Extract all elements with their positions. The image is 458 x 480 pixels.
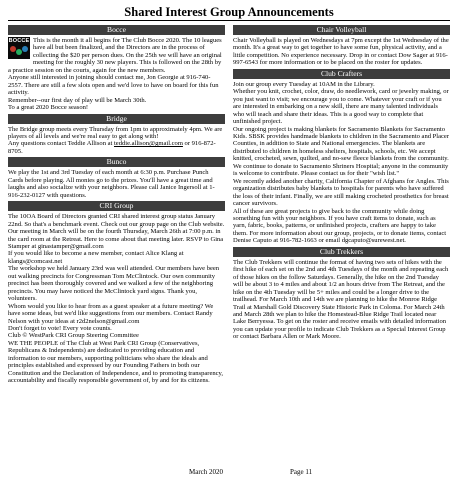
cri-para-8: WE THE PEOPLE of The Club at West Park CRI Group (Conservatives, Republicans & Independents) are dedicated to providing education and information to our members, supporting politicians who share the ideals and principles established and expressed by our Founding Fathers in both our Constitution and the Declaration of Independence, and to promoting transparency, accountability and fiscally responsible government of, by and for its citizens. — [8, 339, 224, 385]
crafters-para-6: All of these are great projects to give back to the community while doing something fun with your neighbors. If you have craft items to donate, such as yarn, fabric, books, patterns, or unfinished projects, crafters are happy to take them. For more information about our group, projects, or to donate items, contact Denise Caputo at 916-782-1663 or email dgcaputo@surewest.net. — [233, 207, 447, 245]
bocce-para-1: This is the month it all begins for The Club Bocce 2020. The 10 leagues have all but been finalized, and the Directors are in the process of collecting the $20 per person dues. On the 25th we will have an original meeting for the roughly 30 new players. This is followed on the 28th by a practice session on the courts, again for the new members. — [8, 37, 222, 74]
columns — [8, 23, 450, 385]
cri-para-6: Don't forget to vote! Every vote counts. — [8, 324, 112, 332]
cri-para-7: Club © WestPark CRI Group Steering Committee — [8, 332, 139, 340]
crafters-para-1: Join our group every Tuesday at 10AM in the Library. — [233, 80, 375, 88]
volleyball-para-1: Chair Volleyball is played on Wednesdays at 7pm except the 1st Wednesday of the month. It's a great way to get together to have some fun, physical activity, and a little competition. No experience necessary. Drop in or contact Dow Sager at 916-997-6543 for more information or to be placed on the roster for updates. — [233, 37, 449, 67]
cri-para-2: Our meeting in March will be on the fourth Thursday, March 26th at 7:00 p.m. in the card room at the Retreat. Here to come about that meeting later. RSVP to Gina Stamper at ginastamper@gmail.com — [8, 228, 224, 250]
bocce-para-3: Remember--our first day of play will be March 30th. — [8, 96, 147, 104]
crafters-para-4: We continue to donate to Sacramento Shriners Hospital; anyone in the community is welcome to contribute. Please contact us for their "wish list." — [233, 162, 449, 178]
section-header-cri: CRI Group — [8, 201, 225, 211]
cri-para-4: The workshop we held January 23rd was well attended. Our members have been out walking precincts for Congressman Tom McClintock. Our own community precinct has been thoroughly covered and we walked a few of the neighboring precincts. You may have noticed the McClintock yard signs. Thank you, volunteers. — [8, 265, 220, 303]
right-column — [233, 23, 450, 385]
section-header-trekkers: Club Trekkers — [233, 247, 450, 257]
crafters-para-2: Whether you knit, crochet, color, draw, do needlework, card or jewelry making, or you just want to visit; we encourage you to come. Whatever your craft or if you are interested in embarking on a new skill, there are many talented individuals who will teach and share their ideas. This is a good way to complete that unfinished project. — [233, 88, 449, 126]
bocce-logo-text: BOCCE — [8, 38, 30, 44]
crafters-para-3: Our ongoing project is making blankets for Sacramento Blankets for Sacramento Kids. SBSK provides handmade blankets to children in the Sacramento and Placer Counties, in addition to State and National emergencies. The blankets are distributed to children in homeless shelters, hospitals, schools, etc. We accept knitted, crocheted, sewn, quilted, and no-sew fleece blankets from the community. — [233, 125, 449, 163]
cri-para-3: If you would like to become a new member, contact Alice Klang at klangs@comcast.net — [8, 250, 184, 265]
bridge-contact-text: Any questions contact Teddie Allison at — [8, 140, 113, 148]
section-header-bridge: Bridge — [8, 114, 225, 124]
bocce-para-2: Anyone still interested in joining should contact me, Jon Georgie at 916-740-2557. There are still a few slots open and we'd love to have on board for this fun activity. — [8, 74, 219, 97]
footer-date: March 2020 — [189, 468, 224, 476]
crafters-para-5: We recently added another charity, California Chapter of Afghans for Angles. This organization distributes baby blankets to hospitals for parents who have suffered the loss of their infant. Finally, we are still making crocheted prosthetics for breast cancer survivors. — [233, 177, 449, 208]
bridge-para-1: The Bridge group meets every Thursday from 1pm to approximately 4pm. We are players of all levels and we're real easy to get along with! — [8, 125, 223, 140]
title-rule — [8, 20, 450, 21]
cri-para-1: The 10OA Board of Directors granted CRI shared interest group status January 22nd. So that's a benchmark event. Check out our group page on the Club website. — [8, 213, 225, 228]
section-header-bocce: Bocce — [8, 25, 225, 35]
bunco-para-1: We play the 1st and 3rd Tuesday of each month at 6:30 p.m. Purchase Punch Cards before playing. All monies go to the prizes. You'll have a great time and laughs and also socialize with your neighbors. Please call Janice Ingersoll at 1-916-232-0127 with questions. — [8, 169, 215, 199]
footer-page-number: Page 11 — [290, 468, 313, 476]
bridge-phone: or 916-872-8705. — [8, 140, 216, 155]
bocce-logo — [8, 37, 30, 59]
section-header-bunco: Bunco — [8, 157, 225, 167]
section-header-crafters: Club Crafters — [233, 69, 450, 79]
bocce-para-4: To a great 2020 Bocce season! — [8, 104, 89, 112]
section-header-volleyball: Chair Volleyball — [233, 25, 450, 35]
cri-para-5: Whom would you like to hear from as a guest speaker at a future meeting? We have some ideas, but we'd like suggestions from our members. Contact Randy Nelson with your ideas at r2d2nelson@gmail.com — [8, 302, 214, 325]
left-column — [8, 23, 225, 385]
trekkers-para-1: The Club Trekkers will continue the format of having two sets of hikes with the first hike of each set on the 2nd and 4th Tuesdays of the month and repeating each of those hikes on the follow Saturdays. Generally, the hike on the 2nd Tuesday will be about 3 to 4 miles and about 1/2 an hours drive from The Retreat, and the hike on the 4th Tuesday will be 5+ miles and could be a longer drive to the trailhead. For March 10th and 14th we are planning to hike the Monroe Ridge Trail at Marshall Gold Discovery State Historic Park in Coloma. For March 24th and March 28th we plan to hike the Homestead-Blue Ridge Trail located near Lake Berryessa. To get on the roster and receive emails with detailed information you can update your profile to indicate Club Trekkers as a Special Interest Group or contact Barbara Allen or Mark Moore. — [233, 258, 449, 341]
page-title: Shared Interest Group Announcements — [124, 5, 334, 19]
bridge-contact — [8, 140, 225, 155]
bridge-email-link[interactable]: teddie.allison@gmail.com — [113, 140, 183, 148]
